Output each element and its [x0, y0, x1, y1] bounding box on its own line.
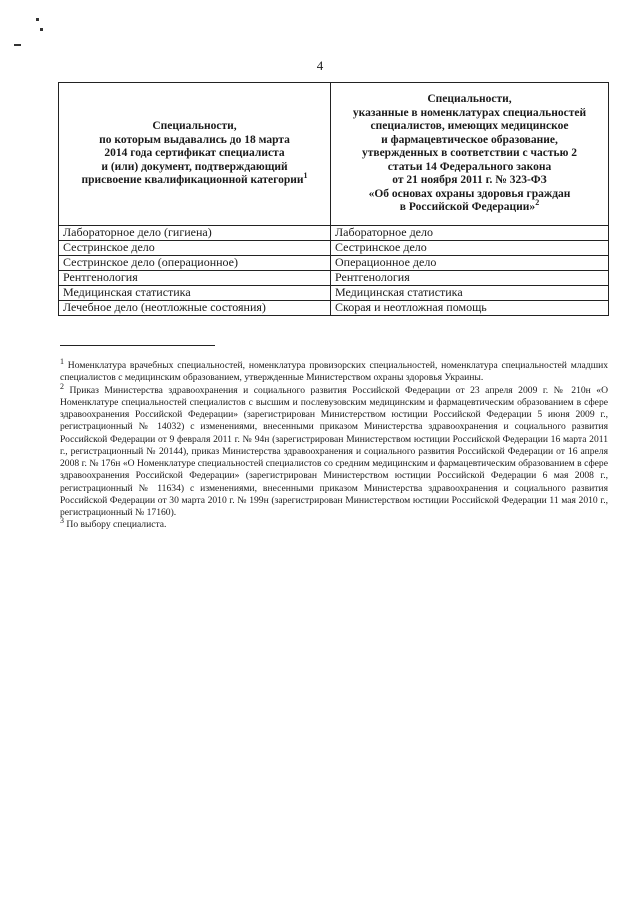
footnote-number: 2	[60, 381, 64, 391]
scan-dot	[36, 18, 39, 21]
footnote	[60, 381, 608, 520]
footnote-separator	[60, 345, 215, 346]
table-row	[59, 301, 609, 316]
footnote	[60, 516, 608, 531]
footnote-text: По выбору специалиста.	[66, 519, 167, 531]
table-row	[59, 286, 609, 301]
footnote-ref: 1	[303, 171, 308, 181]
specialties-table	[58, 82, 609, 316]
cell-right: Сестринское дело	[331, 241, 609, 256]
header-line: и (или) документ, подтверждающий	[101, 160, 288, 173]
header-line: утвержденных в соответствии с частью 2	[361, 147, 578, 160]
page-number: 4	[316, 58, 324, 73]
scan-dot	[40, 28, 43, 31]
header-line: указанные в номенклатурах специальностей	[352, 106, 587, 119]
cell-left: Лабораторное дело (гигиена)	[59, 226, 331, 241]
header-line: по которым выдавались до 18 марта	[99, 133, 290, 146]
cell-left: Сестринское дело (операционное)	[59, 256, 331, 271]
header-line: статьи 14 Федерального закона	[387, 160, 552, 173]
header-line: Специальности,	[427, 92, 512, 105]
cell-right: Рентгенология	[331, 271, 609, 286]
table-row	[59, 241, 609, 256]
header-line: «Об основах охраны здоровья граждан	[368, 187, 571, 200]
scan-dash	[14, 44, 21, 46]
footnotes	[60, 356, 609, 532]
footnote-text: Приказ Министерства здравоохранения и социального развития Российской Федерации от 23 апреля 2009 г. № 210н «О Номенклатуре специальностей специалистов с высшим и послевузовским медицинским и фармацевтическим образованием в сфере здравоохранения Российской Федерации» (зарегистрирован Министерством юстиции Российской Федерации 5 июня 2009 г., регистрационный № 14032) с изменениями, внесенными приказом Министерства здравоохранения и социального развития Российской Федерации от 9 февраля 2011 г. № 94н (зарегистрирован Министерством юстиции Российской Федерации 16 марта 2011 г., регистрационный № 20144), приказ Министерства здравоохранения и социального развития Российской Федерации от 16 апреля 2008 г. № 176н «О Номенклатуре специальностей специалистов со средним медицинским и фармацевтическим образованием в сфере здравоохранения Российской Федерации» (зарегистрирован Министерством юстиции Российской Федерации 6 мая 2008 г., регистрационный № 11634) с изменениями, внесенными приказом Министерства здравоохранения и социального развития Российской Федерации от 30 марта 2010 г. № 199н (зарегистрирован Министерством юстиции Российской Федерации 11 мая 2010 г., регистрационный № 17160).	[60, 384, 608, 519]
cell-right: Операционное дело	[331, 256, 609, 271]
cell-left: Сестринское дело	[59, 241, 331, 256]
footnote	[60, 356, 609, 385]
table-header-row	[59, 83, 609, 226]
footnote-ref: 2	[535, 198, 540, 208]
header-line: присвоение квалификационной категории$^1$	[81, 171, 308, 187]
table-row	[59, 256, 609, 271]
header-line: в Российской Федерации»$^2$	[399, 198, 540, 214]
cell-left: Медицинская статистика	[59, 286, 331, 301]
cell-right: Скорая и неотложная помощь	[331, 301, 609, 316]
cell-right: Медицинская статистика	[331, 286, 609, 301]
header-line: Специальности,	[152, 120, 237, 133]
header-right	[331, 83, 609, 226]
footnote-text: Номенклатура врачебных специальностей, номенклатура провизорских специальностей, номенклатура специальностей младших специалистов с медицинским образованием, утвержденные Министерством охраны здоровья Украины.	[60, 360, 609, 384]
footnote-number: 3	[60, 516, 64, 526]
table-row	[59, 226, 609, 241]
header-left	[59, 83, 331, 226]
header-line: специалистов, имеющих медицинское	[370, 120, 569, 133]
cell-left: Лечебное дело (неотложные состояния)	[59, 301, 331, 316]
footnote-number: 1	[60, 356, 64, 366]
header-line: от 21 ноября 2011 г. № 323-ФЗ	[392, 174, 547, 187]
header-line: 2014 года сертификат специалиста	[104, 147, 285, 160]
cell-left: Рентгенология	[59, 271, 331, 286]
table-row	[59, 271, 609, 286]
header-line: и фармацевтическое образование,	[381, 133, 558, 146]
cell-right: Лабораторное дело	[331, 226, 609, 241]
